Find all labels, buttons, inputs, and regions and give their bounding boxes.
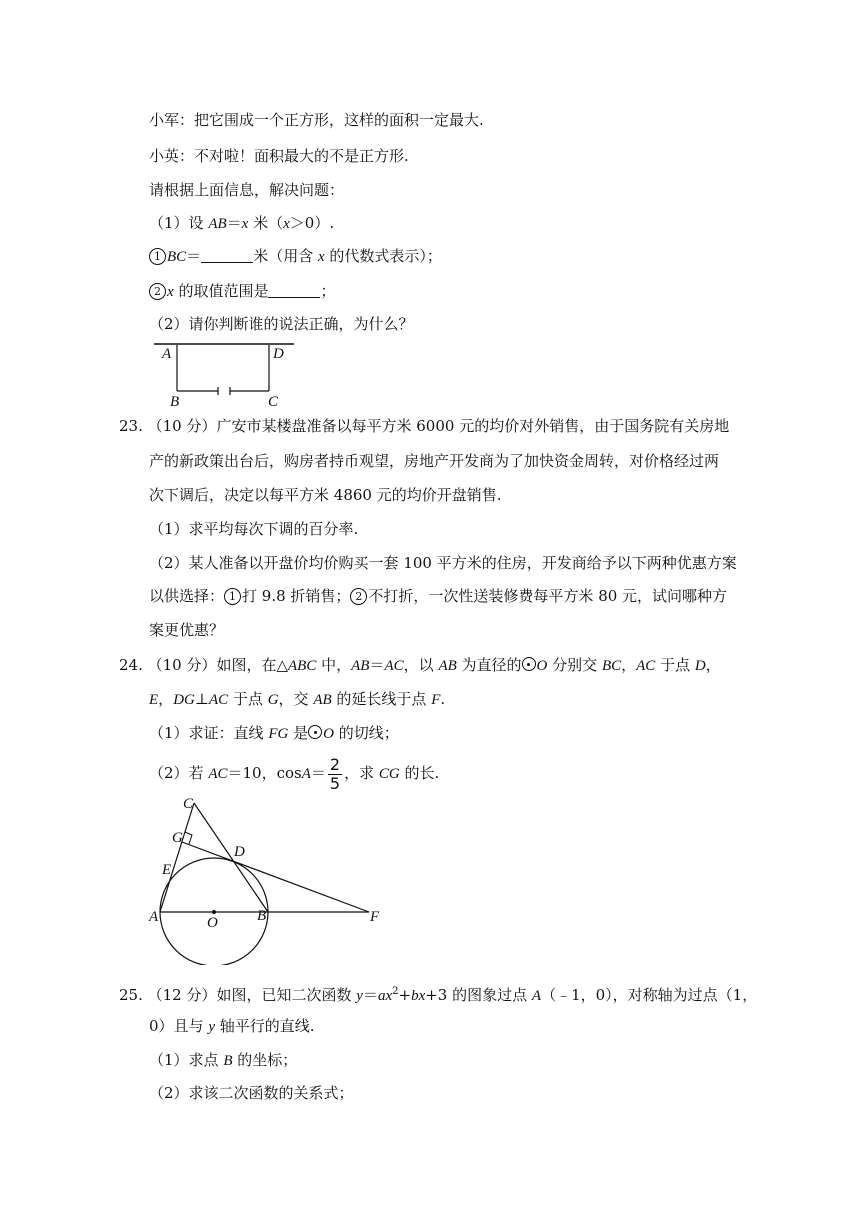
label-c: C — [268, 394, 279, 408]
rectangle-figure — [150, 340, 300, 408]
part1-item2: 2 x 的取值范围是 ； — [149, 281, 335, 302]
label-a: A — [149, 909, 159, 925]
q23-line2: 产的新政策出台后，购房者持币观望，房地产开发商为了加快资金周转，对价格经过两 — [149, 452, 720, 470]
q25-line2: 0）且与 y 轴平行的直线. — [149, 1017, 315, 1035]
q24-part1: （1）求证：直线 FG 是 O 的切线； — [149, 724, 399, 742]
label-c: C — [183, 796, 194, 812]
answer-blank[interactable] — [201, 248, 253, 263]
label-o: O — [207, 915, 218, 931]
fraction: $\frac{2}{5}$ — [329, 754, 341, 793]
q25-part1: （1）求点 B 的坐标； — [149, 1051, 298, 1069]
q25-part2: （2）求该二次函数的关系式； — [149, 1084, 354, 1102]
text-xiaojun: 小军：把它围成一个正方形，这样的面积一定最大. — [149, 111, 484, 129]
label-f: F — [370, 909, 380, 925]
q23-part1: （1）求平均每次下调的百分率. — [149, 520, 359, 538]
label-d: D — [234, 844, 245, 860]
q24-line1: 24. （10 分）如图，在△ABC 中，AB＝AC，以 AB 为直径的 O 分别交 BC，AC 于点 D， — [119, 656, 721, 674]
q23-part2: （2）某人准备以开盘价均价购买一套 100 平方米的住房，开发商给予以下两种优惠方案 — [149, 554, 737, 572]
label-b: B — [257, 908, 267, 924]
q23-line1: 23. （10 分）广安市某楼盘准备以每平方米 6000 元的均价对外销售，由于国务院有关房地 — [119, 417, 730, 435]
label-a: A — [162, 346, 172, 362]
q24-part2: （2）若 AC＝10，cosA＝ $\frac{2}{5}$ ，求 CG 的长. — [149, 754, 440, 793]
text-xiaoying: 小英：不对啦！面积最大的不是正方形. — [149, 147, 409, 165]
q23-line3: 次下调后，决定以每平方米 4860 元的均价开盘销售. — [149, 486, 502, 504]
label-e: E — [162, 862, 172, 878]
label-b: B — [170, 394, 180, 408]
geometry-figure — [145, 790, 390, 965]
q23-line6: 以供选择： 1 打 9.8 折销售； 2 不打折，一次性送装修费每平方米 80 元，试问哪种方 — [149, 587, 728, 605]
part1-item1: 1 BC＝ 米（用含 x 的代数式表示）； — [149, 246, 442, 267]
part1-intro: （1）设 AB＝x 米（x＞0）. — [149, 214, 335, 232]
q25-line1: 25. （12 分）如图，已知二次函数 $y=ax^2+bx+3$ 的图象过点 A（﹣1，0），对称轴为过点（1， — [119, 986, 758, 1004]
text-prompt: 请根据上面信息，解决问题： — [149, 181, 345, 199]
part2: （2）请你判断谁的说法正确，为什么？ — [149, 315, 414, 333]
q24-line2: E，DG⊥AC 于点 G，交 AB 的延长线于点 F. — [149, 690, 446, 708]
answer-blank[interactable] — [268, 283, 320, 298]
circle-dot-icon — [522, 657, 536, 671]
label-g: G — [172, 830, 183, 846]
q23-line7: 案更优惠？ — [149, 621, 225, 639]
label-d: D — [273, 346, 284, 362]
circle-dot-icon — [308, 725, 322, 739]
